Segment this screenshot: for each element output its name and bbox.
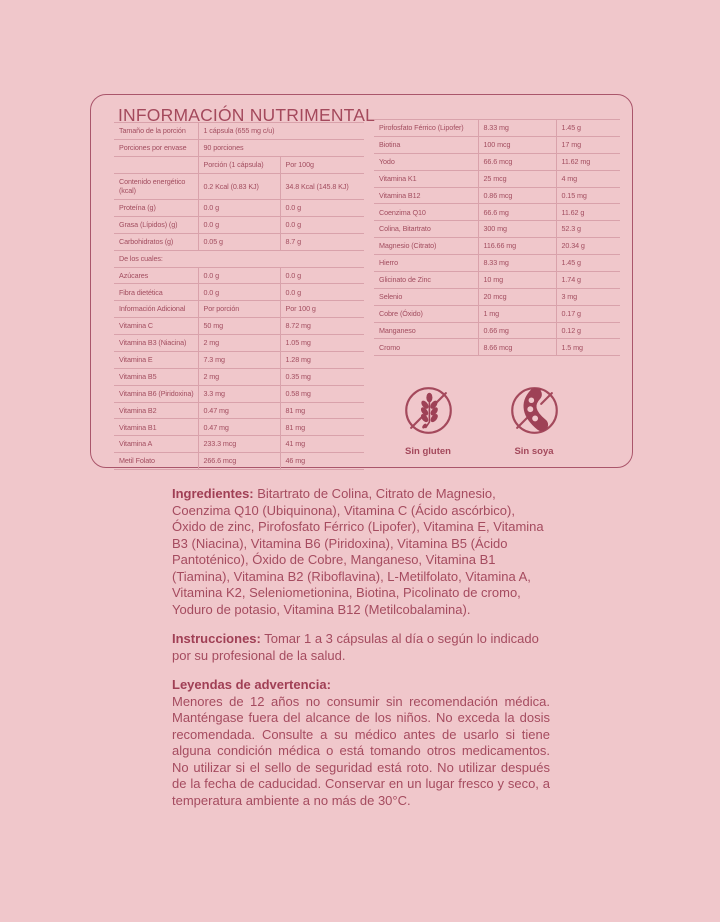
row-value: 11.62 mg bbox=[556, 153, 620, 170]
row-value: 0.0 g bbox=[280, 200, 364, 217]
row-value: Por 100 g bbox=[280, 301, 364, 318]
row-label: Proteína (g) bbox=[114, 200, 198, 217]
row-value: 0.86 mcg bbox=[478, 187, 556, 204]
row-label: Selenio bbox=[374, 288, 478, 305]
row-value: 0.35 mg bbox=[280, 368, 364, 385]
row-value: 10 mg bbox=[478, 271, 556, 288]
row-value: 8.33 mg bbox=[478, 120, 556, 137]
table-row bbox=[114, 123, 364, 140]
row-label: Pirofosfato Férrico (Lipofer) bbox=[374, 120, 478, 137]
row-value: 0.15 mg bbox=[556, 187, 620, 204]
warnings-paragraph bbox=[172, 677, 550, 809]
table-row bbox=[114, 368, 364, 385]
row-label: Metil Folato bbox=[114, 453, 198, 470]
row-value: 1.05 mg bbox=[280, 335, 364, 352]
row-value: 100 mcg bbox=[478, 136, 556, 153]
nutrition-panel bbox=[90, 94, 633, 468]
ingredients-paragraph bbox=[172, 486, 550, 618]
row-value: 0.05 g bbox=[198, 233, 280, 250]
row-value: Por porción bbox=[198, 301, 280, 318]
table-row bbox=[114, 453, 364, 470]
row-value: 2 mg bbox=[198, 368, 280, 385]
row-value: 1.5 mg bbox=[556, 339, 620, 356]
row-value: 0.0 g bbox=[280, 267, 364, 284]
row-value: 0.2 Kcal (0.83 KJ) bbox=[198, 173, 280, 199]
row-value: 50 mg bbox=[198, 318, 280, 335]
table-row bbox=[114, 301, 364, 318]
no-soy-icon bbox=[506, 382, 563, 439]
table-row bbox=[114, 335, 364, 352]
text-sections bbox=[172, 486, 550, 822]
row-label: Vitamina B1 bbox=[114, 419, 198, 436]
table-row bbox=[114, 233, 364, 250]
row-value: 0.66 mg bbox=[478, 322, 556, 339]
instructions-paragraph bbox=[172, 631, 550, 664]
table-row bbox=[114, 139, 364, 156]
instructions-label: Instrucciones: bbox=[172, 631, 261, 646]
row-label: Coenzima Q10 bbox=[374, 204, 478, 221]
row-value: 0.58 mg bbox=[280, 385, 364, 402]
row-value: 66.6 mcg bbox=[478, 153, 556, 170]
row-label: Vitamina B6 (Piridoxina) bbox=[114, 385, 198, 402]
no-gluten-icon bbox=[400, 382, 457, 439]
row-value: 8.72 mg bbox=[280, 318, 364, 335]
row-value: 1.28 mg bbox=[280, 351, 364, 368]
row-label: Contenido energético (kcal) bbox=[114, 173, 198, 199]
row-label: Vitamina K1 bbox=[374, 170, 478, 187]
row-value: 0.12 g bbox=[556, 322, 620, 339]
row-label: Vitamina E bbox=[114, 351, 198, 368]
row-label: Hierro bbox=[374, 255, 478, 272]
row-value: 0.0 g bbox=[198, 200, 280, 217]
row-value: 34.8 Kcal (145.8 KJ) bbox=[280, 173, 364, 199]
row-value: 1 cápsula (655 mg c/u) bbox=[198, 123, 364, 140]
table-row bbox=[114, 385, 364, 402]
row-label: Información Adicional bbox=[114, 301, 198, 318]
row-label bbox=[114, 156, 198, 173]
table-row bbox=[114, 267, 364, 284]
row-label: Cobre (Óxido) bbox=[374, 305, 478, 322]
row-value: 4 mg bbox=[556, 170, 620, 187]
row-value: 1 mg bbox=[478, 305, 556, 322]
row-value: 300 mg bbox=[478, 221, 556, 238]
row-value: 1.45 g bbox=[556, 255, 620, 272]
row-value: 3.3 mg bbox=[198, 385, 280, 402]
table-row bbox=[374, 238, 620, 255]
table-row bbox=[374, 221, 620, 238]
warnings-label: Leyendas de advertencia: bbox=[172, 677, 331, 692]
row-label: Carbohidratos (g) bbox=[114, 233, 198, 250]
nutrition-table-left bbox=[114, 122, 364, 470]
table-row bbox=[374, 187, 620, 204]
row-value: 46 mg bbox=[280, 453, 364, 470]
table-row bbox=[374, 136, 620, 153]
row-value: 8.66 mcg bbox=[478, 339, 556, 356]
row-value: 20 mcg bbox=[478, 288, 556, 305]
row-label: Yodo bbox=[374, 153, 478, 170]
row-label: Vitamina B2 bbox=[114, 402, 198, 419]
row-value: 0.17 g bbox=[556, 305, 620, 322]
row-value: 52.3 g bbox=[556, 221, 620, 238]
row-value: 233.3 mcg bbox=[198, 436, 280, 453]
row-value: 7.3 mg bbox=[198, 351, 280, 368]
table-row bbox=[114, 318, 364, 335]
row-label: Tamaño de la porción bbox=[114, 123, 198, 140]
table-row bbox=[374, 288, 620, 305]
warnings-text: Menores de 12 años no consumir sin recomendación médica. Manténgase fuera del alcance de los niños. No exceda la dosis recomendada. Consulte a su médico antes de usarlo si tiene alguna condición médica o está tomando otros medicamentos. No utilizar si el sello de seguridad está roto. No utilizar después de la fecha de caducidad. Conservar en un lugar fresco y seco, a temperatura ambiente a no más de 30°C. bbox=[172, 693, 550, 808]
row-value: 8.33 mg bbox=[478, 255, 556, 272]
row-value: 20.34 g bbox=[556, 238, 620, 255]
table-row bbox=[374, 153, 620, 170]
row-label: Manganeso bbox=[374, 322, 478, 339]
row-value: 1.45 g bbox=[556, 120, 620, 137]
table-row bbox=[114, 419, 364, 436]
table-row bbox=[114, 351, 364, 368]
row-value: 0.47 mg bbox=[198, 402, 280, 419]
row-label: Fibra dietética bbox=[114, 284, 198, 301]
row-label: Grasa (Lípidos) (g) bbox=[114, 216, 198, 233]
table-row bbox=[374, 271, 620, 288]
row-value: 0.0 g bbox=[198, 216, 280, 233]
row-label: Biotina bbox=[374, 136, 478, 153]
table-row bbox=[114, 156, 364, 173]
ingredients-text: Bitartrato de Colina, Citrato de Magnesio, Coenzima Q10 (Ubiquinona), Vitamina C (Ácido ascórbico), Óxido de zinc, Pirofosfato Férrico (Lipofer), Vitamina E, Vitamina B3 (Niacina), Vitamina B6 (Piridoxina), Vitamina B5 (Ácido Pantoténico), Óxido de Cobre, Manganeso, Vitamina B1 (Tiamina), Vitamina B2 (Riboflavina), L-Metilfolato, Vitamina A, Vitamina K2, Seleniometionina, Biotina, Picolinato de cromo, Yoduro de potasio, Vitamina B12 (Metilcobalamina). bbox=[172, 486, 544, 617]
row-value: 41 mg bbox=[280, 436, 364, 453]
row-value: 90 porciones bbox=[198, 139, 364, 156]
row-label: Porciones por envase bbox=[114, 139, 198, 156]
instructions-text: Tomar 1 a 3 cápsulas al día o según lo indicado por su profesional de la salud. bbox=[172, 631, 539, 663]
badge-label: Sin soya bbox=[514, 446, 554, 457]
row-value: 1.74 g bbox=[556, 271, 620, 288]
badge-sin-gluten bbox=[376, 382, 480, 457]
row-label: Glicinato de Zinc bbox=[374, 271, 478, 288]
table-row bbox=[114, 250, 364, 267]
row-value: 0.47 mg bbox=[198, 419, 280, 436]
table-row bbox=[374, 339, 620, 356]
row-label: Cromo bbox=[374, 339, 478, 356]
badge-sin-soya bbox=[482, 382, 586, 457]
row-value: 25 mcg bbox=[478, 170, 556, 187]
row-value: 0.0 g bbox=[198, 284, 280, 301]
table-row bbox=[374, 204, 620, 221]
table-row bbox=[114, 200, 364, 217]
table-row bbox=[114, 216, 364, 233]
row-label: Azúcares bbox=[114, 267, 198, 284]
row-label: Colina, Bitartrato bbox=[374, 221, 478, 238]
row-value: 17 mg bbox=[556, 136, 620, 153]
row-value: 81 mg bbox=[280, 419, 364, 436]
row-value: 2 mg bbox=[198, 335, 280, 352]
row-value: Por 100g bbox=[280, 156, 364, 173]
table-row bbox=[374, 255, 620, 272]
row-label: Vitamina B12 bbox=[374, 187, 478, 204]
row-label: Vitamina C bbox=[114, 318, 198, 335]
row-value: 0.0 g bbox=[280, 284, 364, 301]
row-label: Vitamina B5 bbox=[114, 368, 198, 385]
row-value: Porción (1 cápsula) bbox=[198, 156, 280, 173]
table-row bbox=[114, 173, 364, 199]
row-label: Vitamina B3 (Niacina) bbox=[114, 335, 198, 352]
table-row bbox=[374, 322, 620, 339]
row-value: 81 mg bbox=[280, 402, 364, 419]
table-row bbox=[114, 436, 364, 453]
table-row bbox=[374, 170, 620, 187]
row-value: 0.0 g bbox=[280, 216, 364, 233]
badge-label: Sin gluten bbox=[405, 446, 451, 457]
row-value: 0.0 g bbox=[198, 267, 280, 284]
panel-title: INFORMACIÓN NUTRIMENTAL bbox=[118, 105, 376, 125]
table-row bbox=[374, 305, 620, 322]
row-value: 66.6 mg bbox=[478, 204, 556, 221]
row-label: Vitamina A bbox=[114, 436, 198, 453]
row-value: 11.62 g bbox=[556, 204, 620, 221]
table-row bbox=[374, 120, 620, 137]
row-label: Magnesio (Citrato) bbox=[374, 238, 478, 255]
table-row bbox=[114, 402, 364, 419]
row-label: De los cuales: bbox=[114, 250, 364, 267]
row-value: 116.66 mg bbox=[478, 238, 556, 255]
row-value: 266.6 mcg bbox=[198, 453, 280, 470]
table-row bbox=[114, 284, 364, 301]
row-value: 8.7 g bbox=[280, 233, 364, 250]
ingredients-label: Ingredientes: bbox=[172, 486, 254, 501]
nutrition-table-right bbox=[374, 119, 620, 356]
row-value: 3 mg bbox=[556, 288, 620, 305]
